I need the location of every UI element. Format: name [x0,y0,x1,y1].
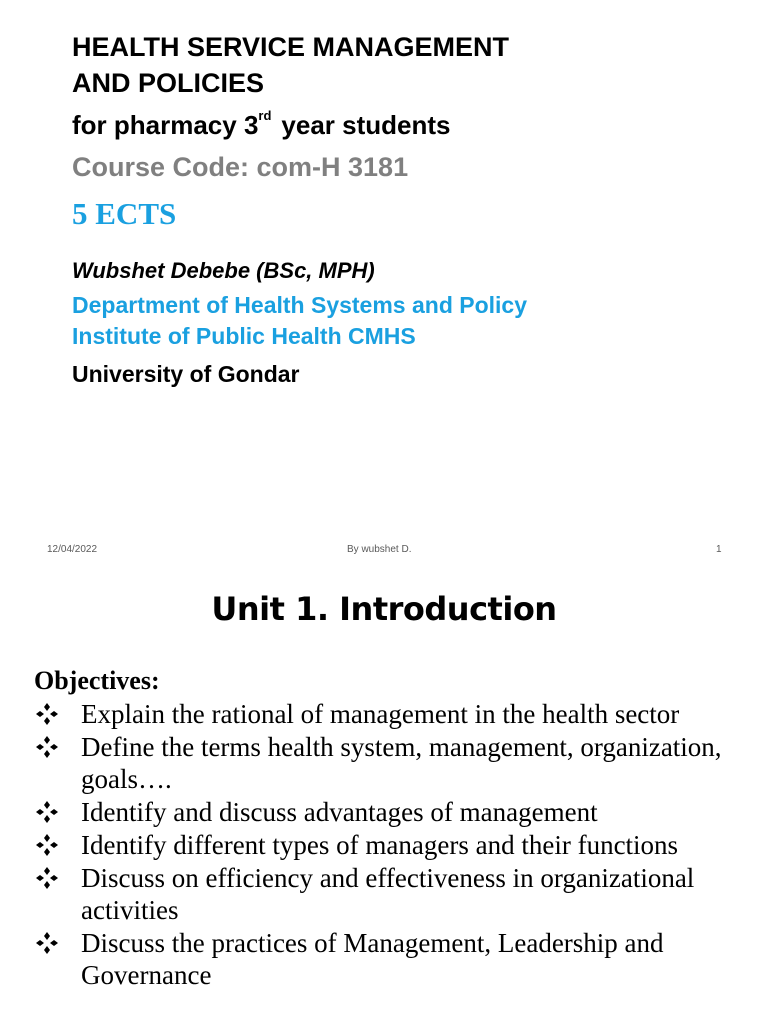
objective-text: Identify and discuss advantages of management [81,797,598,827]
four-diamond-bullet-icon [36,703,58,725]
four-diamond-bullet-icon [36,932,58,954]
footer-page-number: 1 [716,544,722,555]
four-diamond-bullet-icon [36,834,58,856]
list-item [34,796,754,828]
course-title-line-2: AND POLICIES [72,68,265,98]
four-diamond-bullet-icon [36,801,58,823]
course-code: Course Code: com-H 3181 [72,152,409,182]
four-diamond-bullet-icon [36,736,58,758]
unit-title: Unit 1. Introduction [211,590,557,628]
list-item [34,698,754,730]
objective-text: Identify different types of managers and their functions [81,830,679,860]
subtitle-suffix: year students [281,110,451,140]
four-diamond-bullet-icon [36,867,58,889]
list-item [34,927,754,991]
audience-subtitle [72,110,450,141]
objective-text: Discuss on efficiency and effectiveness in organizational activities [81,863,695,925]
list-item [34,829,754,861]
objectives-list [34,698,754,992]
course-title-line-1: HEALTH SERVICE MANAGEMENT [72,32,510,62]
university-name: University of Gondar [72,361,300,387]
footer-date: 12/04/2022 [47,544,98,555]
objectives-heading: Objectives: [34,666,160,695]
objective-text: Explain the rational of management in the health sector [81,699,680,729]
objective-text: Discuss the practices of Management, Leadership and Governance [81,928,664,990]
ects-credits: 5 ECTS [72,196,177,231]
subtitle-prefix: for pharmacy 3 [72,110,259,140]
department-name: Department of Health Systems and Policy [72,292,528,318]
objective-text: Define the terms health system, management, organization, goals…. [81,732,722,794]
list-item [34,731,754,795]
author-name: Wubshet Debebe (BSc, MPH) [72,258,375,283]
list-item [34,862,754,926]
subtitle-superscript: rd [258,108,272,123]
institute-name: Institute of Public Health CMHS [72,323,416,349]
footer-author: By wubshet D. [347,544,412,555]
objectives-slide [0,570,768,1024]
